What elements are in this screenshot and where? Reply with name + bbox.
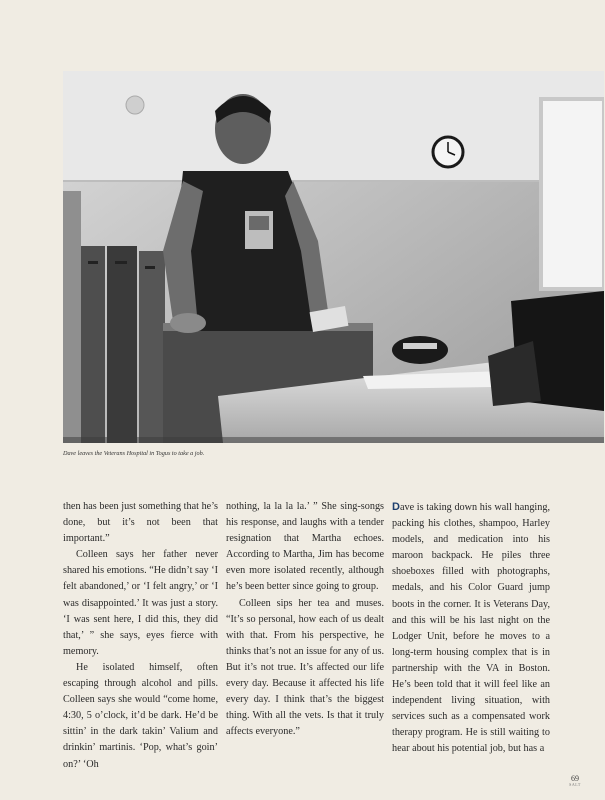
page-folio <box>563 774 587 787</box>
text-column-1 <box>63 499 218 773</box>
paragraph: Colleen says her father never shared his emotions. “He didn’t say ‘I felt abandoned,’ or ‘I felt angry,’ or ‘I was disappointed.’ It was just a story. ‘I was sent here, I did this, they did that,’ ” she says, eyes fierce with memory. <box>63 549 218 657</box>
paragraph-text: ave is taking down his wall hanging, packing his clothes, shampoo, Harley models, and medication into his maroon backpack. He piles three shoeboxes filled with photographs, medals, and his Color Guard jump boots in the corner. It is Veterans Day, and this will be his last night on the Lodger Unit, before he moves to a long-term housing complex that is in partnership with the VA in Boston. He’s been told that it will feel like an independent living situation, with services such as a compensated work therapy program. He is still waiting to hear about his potential job, but has a <box>392 502 550 755</box>
photo-dave-hospital-room <box>63 71 604 443</box>
photo-illustration <box>63 71 604 443</box>
folio-sub: SALT <box>569 782 581 787</box>
photo-caption: Dave leaves the Veterans Hospital in Togus to take a job. <box>63 450 205 457</box>
paragraph: then has been just something that he’s done, but it’s not been that important.” <box>63 501 218 545</box>
page-number: 69 <box>571 774 579 783</box>
paragraph: nothing, la la la la.’ ” She sing-songs his response, and laughs with a tender resignation that Martha echoes. According to Martha, Jim has become even more isolated recently, although he’s been better since going to group. <box>226 501 384 593</box>
paragraph: Colleen sips her tea and muses. “It’s so personal, how each of us dealt with that. From his perspective, he thinks that’s not an issue for any of us. But it’s not true. It’s affected our life every day. Because it affected his life every day. I think that’s the biggest thing. With all the vets. Is that it truly affects everyone.” <box>226 597 384 738</box>
text-column-3 <box>392 499 550 758</box>
paragraph: He isolated himself, often escaping through alcohol and pills. Colleen says she would “come home, 4:30, 5 o’clock, it’d be dark. He’d be sittin’ in the dark takin’ Valium and drinkin’ martinis. ‘Pop, what’s goin’ on?’ ‘Oh <box>63 661 218 770</box>
drop-cap: D <box>392 501 400 513</box>
text-column-2 <box>226 499 384 740</box>
section-opening-paragraph <box>392 499 550 758</box>
